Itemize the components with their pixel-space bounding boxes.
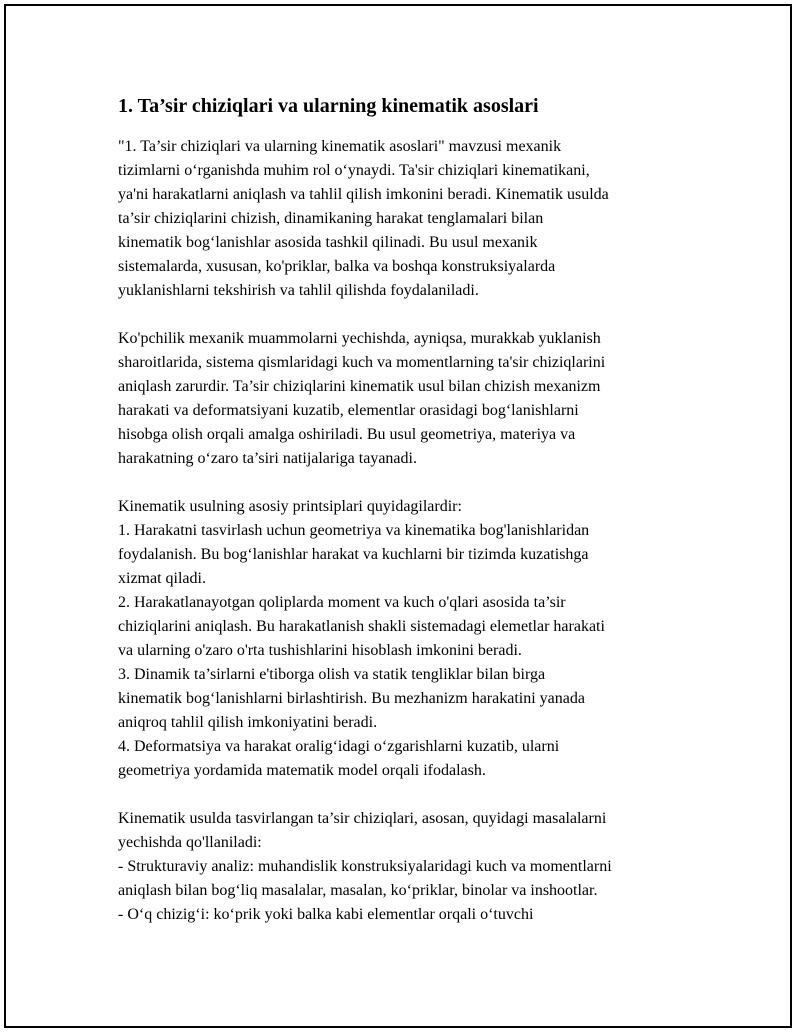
list-item-line: kinematik bogʻlanishlarni birlashtirish. Bu mezhanizm harakatini yanada: [118, 690, 585, 707]
text-line: sistemalarda, xususan, ko'priklar, balka va boshqa konstruksiyalarda: [118, 258, 556, 275]
text-line: yechishda qo'llaniladi:: [118, 834, 262, 851]
text-line: Kinematik usulda tasvirlangan ta’sir chiziqlari, asosan, quyidagi masalalarni: [118, 810, 607, 827]
list-item-line: 1. Harakatni tasvirlash uchun geometriya va kinematika bog'lanishlaridan: [118, 522, 590, 539]
list-item-line: chiziqlarini aniqlash. Bu harakatlanish shakli sistemadagi elemetlar harakati: [118, 618, 605, 635]
text-line: sharoitlarida, sistema qismlaridagi kuch va momentlarning ta'sir chiziqlarini: [118, 354, 606, 371]
text-line: hisobga olish orqali amalga oshiriladi. Bu usul geometriya, materiya va: [118, 426, 576, 443]
list-item-line: va ularning o'zaro o'rta tushishlarini hisoblash imkonini beradi.: [118, 642, 522, 659]
text-line: ya'ni harakatlarni aniqlash va tahlil qilish imkonini beradi. Kinematik usulda: [118, 186, 609, 203]
list-item-line: - Strukturaviy analiz: muhandislik konstruksiyalaridagi kuch va momentlarni: [118, 858, 612, 875]
text-line: harakati va deformatsiyani kuzatib, elementlar orasidagi bogʻlanishlarni: [118, 402, 579, 419]
list-item-line: - Oʻq chizigʻi: koʻprik yoki balka kabi elementlar orqali oʻtuvchi: [118, 906, 534, 923]
text-line: Ko'pchilik mexanik muammolarni yechishda, ayniqsa, murakkab yuklanish: [118, 330, 601, 347]
paragraph-gap: [118, 783, 708, 807]
text-line: ta’sir chiziqlarini chizish, dinamikaning harakat tenglamalari bilan: [118, 210, 544, 227]
list-item-line: 2. Harakatlanayotgan qoliplarda moment va kuch o'qlari asosida ta’sir: [118, 594, 566, 611]
list-item-line: xizmat qiladi.: [118, 570, 206, 587]
text-line: "1. Ta’sir chiziqlari va ularning kinematik asoslari" mavzusi mexanik: [118, 138, 562, 155]
paragraph-principles: [118, 495, 708, 783]
paragraph-problems: [118, 327, 708, 471]
list-item-line: geometriya yordamida matematik model orqali ifodalash.: [118, 762, 486, 779]
list-item-line: aniqlash bilan bogʻliq masalalar, masalan, koʻpriklar, binolar va inshootlar.: [118, 882, 598, 899]
text-line: yuklanishlarni tekshirish va tahlil qilishda foydalaniladi.: [118, 282, 479, 299]
paragraph-intro: [118, 135, 708, 303]
list-item-line: foydalanish. Bu bogʻlanishlar harakat va kuchlarni bir tizimda kuzatishga: [118, 546, 589, 563]
paragraph-applications: [118, 807, 708, 927]
paragraph-gap: [118, 471, 708, 495]
text-line: tizimlarni oʻrganishda muhim rol oʻynaydi. Ta'sir chiziqlari kinematikani,: [118, 162, 590, 179]
list-item-line: aniqroq tahlil qilish imkoniyatini beradi.: [118, 714, 378, 731]
text-line: Kinematik usulning asosiy printsiplari quyidagilardir:: [118, 498, 462, 515]
text-line: harakatning oʻzaro ta’siri natijalariga tayanadi.: [118, 450, 417, 467]
document-body: [118, 135, 708, 927]
text-line: kinematik bogʻlanishlar asosida tashkil qilinadi. Bu usul mexanik: [118, 234, 538, 251]
document-content: [118, 94, 708, 927]
text-line: aniqlash zarurdir. Ta’sir chiziqlarini kinematik usul bilan chizish mexanizm: [118, 378, 601, 395]
list-item-line: 3. Dinamik ta’sirlarni e'tiborga olish va statik tengliklar bilan birga: [118, 666, 546, 683]
paragraph-gap: [118, 303, 708, 327]
list-item-line: 4. Deformatsiya va harakat oraligʻidagi oʻzgarishlarni kuzatib, ularni: [118, 738, 560, 755]
page-title: 1. Ta’sir chiziqlari va ularning kinematik asoslari: [118, 95, 539, 117]
